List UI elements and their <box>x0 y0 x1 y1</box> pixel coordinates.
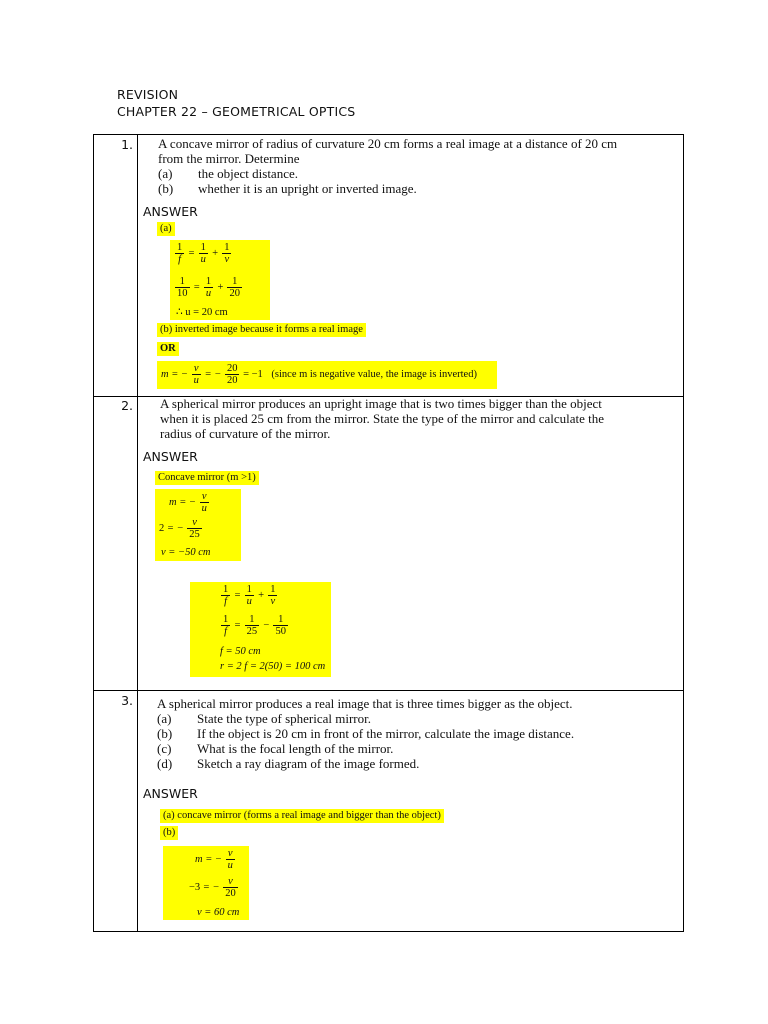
q2-number: 2. <box>121 398 133 413</box>
q3-b-label: (b) <box>160 826 178 840</box>
q2-focal-box <box>190 582 331 677</box>
q1-b-answer: (b) inverted image because it forms a real image <box>157 323 366 337</box>
q2-magnification-box <box>155 489 241 561</box>
q3-stem: A spherical mirror produces a real image that is three times bigger as the object. <box>157 696 573 711</box>
q1-stem-line1: A concave mirror of radius of curvature 20 cm forms a real image at a distance of 20 cm <box>158 136 618 151</box>
q3-a-answer: (a) concave mirror (forms a real image and bigger than the object) <box>160 809 444 823</box>
q2-r-result: r = 2 f = 2(50) = 100 cm <box>220 661 326 672</box>
q2-substitution-focal: $\frac{1}{f}$ = $\frac{1}{25}$ − $\frac{1}{50}$ <box>223 614 286 637</box>
q1-result: ∴ u = 20 cm <box>176 307 228 318</box>
table-column-divider <box>137 134 138 932</box>
q2-f-result: f = 50 cm <box>220 646 261 657</box>
q2-answer-label: ANSWER <box>143 449 198 464</box>
q2-question <box>160 396 655 441</box>
q2-v-result: v = −50 cm <box>161 547 211 558</box>
q1-magnification-box <box>157 361 497 389</box>
q2-substitution: 2 = − $\frac{v}{25}$ <box>159 517 200 540</box>
q1-magnification: m = − $\frac{v}{u}$ = − $\frac{20}{20}$ = −1 (since m is negative value, the image is inverted) <box>161 363 477 386</box>
row-divider-2 <box>93 690 684 691</box>
q1-mirror-equation: $\frac{1}{f}$ = $\frac{1}{u}$ + $\frac{1}{v}$ <box>177 242 230 265</box>
q1-answer-label: ANSWER <box>143 204 198 219</box>
q3-question <box>157 696 574 771</box>
chapter-title: CHAPTER 22 – GEOMETRICAL OPTICS <box>117 104 356 119</box>
q3-part-b: (b) If the object is 20 cm in front of the mirror, calculate the image distance. <box>157 726 575 741</box>
q3-part-d: (d) Sketch a ray diagram of the image formed. <box>157 756 420 771</box>
q1-mirror-equation-box <box>170 240 270 320</box>
q1-substitution: $\frac{1}{10}$ = $\frac{1}{u}$ + $\frac{1}{20}$ <box>177 276 240 299</box>
q3-part-c: (c) What is the focal length of the mirror. <box>157 741 394 756</box>
revision-title: REVISION <box>117 87 179 102</box>
q2-stem-line3: radius of curvature of the mirror. <box>160 426 331 441</box>
q3-number: 3. <box>121 693 133 708</box>
q1-number: 1. <box>121 137 133 152</box>
q3-magnification: m = − $\frac{v}{u}$ <box>195 848 233 871</box>
q2-magnification: m = − $\frac{v}{u}$ <box>169 491 207 514</box>
q1-question <box>158 136 617 196</box>
q1-or-label: OR <box>157 342 179 356</box>
q3-answer-label: ANSWER <box>143 786 198 801</box>
q2-stem-line2: when it is placed 25 cm from the mirror. State the type of the mirror and calculate the <box>160 411 605 426</box>
q2-type-answer: Concave mirror (m >1) <box>155 471 259 485</box>
q1-part-b: (b) whether it is an upright or inverted image. <box>158 181 417 196</box>
q3-v-result: v = 60 cm <box>197 907 240 918</box>
q2-stem-line1: A spherical mirror produces an upright image that is two times bigger than the object <box>160 396 602 411</box>
q3-magnification-box <box>163 846 249 920</box>
q3-substitution: −3 = − $\frac{v}{20}$ <box>189 876 236 899</box>
q2-mirror-equation: $\frac{1}{f}$ = $\frac{1}{u}$ + $\frac{1}{v}$ <box>223 584 276 607</box>
q1-a-label: (a) <box>157 222 175 236</box>
q1-part-a: (a) the object distance. <box>158 166 298 181</box>
q1-stem-line2: from the mirror. Determine <box>158 151 300 166</box>
q3-part-a: (a) State the type of spherical mirror. <box>157 711 372 726</box>
